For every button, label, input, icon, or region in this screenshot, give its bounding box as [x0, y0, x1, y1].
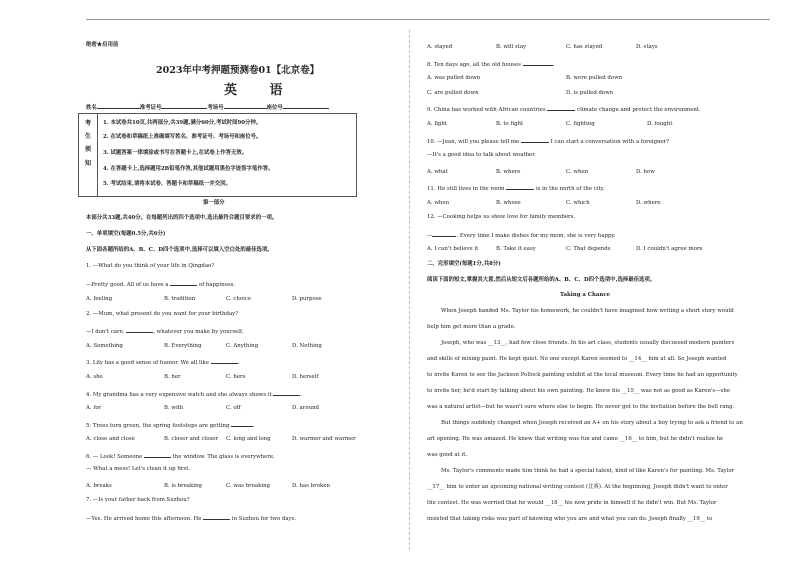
secret-label: 绝密★启用前: [86, 42, 119, 48]
section1-instruction: 从下面各题所给的A、B、C、D四个选项中,选择可以填入空白处的最佳选项。: [86, 247, 273, 253]
question-stem: 1. —What do you think of your life in Qingdao?: [86, 263, 215, 269]
notice-side-char: 生: [84, 133, 92, 141]
option-d[interactable]: D. around: [292, 405, 319, 411]
question-line: —I don't care. , whatever you make by yourself.: [86, 329, 244, 335]
option-c[interactable]: C. fighting: [566, 121, 595, 127]
option-b[interactable]: B. Everything: [164, 343, 202, 349]
option-a[interactable]: A. for: [86, 405, 102, 411]
option-b[interactable]: B. Take it easy: [496, 246, 536, 252]
question-line: 8. Ten days ago, all the old houses .: [427, 62, 555, 68]
option-b[interactable]: B. is breaking: [164, 483, 202, 489]
option-a[interactable]: A. I can't believe it: [427, 246, 479, 252]
option-d[interactable]: D. herself: [292, 374, 319, 380]
option-a[interactable]: A. stayed: [427, 44, 453, 50]
option-a[interactable]: A. breaks: [86, 483, 112, 489]
option-d[interactable]: D. has broken: [292, 483, 330, 489]
question-reply: — What a mess! Let's clean it up first.: [86, 466, 191, 472]
passage-line: art opening. He was amazed. He knew that writing was fun and came __16__ to him, but he didn't realize he: [427, 436, 724, 442]
option-a[interactable]: A. she: [86, 374, 103, 380]
passage-line: insisted that taking risks was part of knowing who you are and what you can do. Joseph finally __19__ to: [427, 516, 713, 522]
option-d[interactable]: D. warmer and warmer: [292, 436, 356, 442]
info-line: [86, 103, 329, 111]
option-b[interactable]: B. her: [164, 374, 181, 380]
option-b[interactable]: B. where: [496, 169, 521, 175]
notice-item: 5. 考试结束,请将本试卷、答题卡和草稿纸一并交回。: [103, 181, 231, 187]
passage-line: to invite Karen to see the Jackson Pollock painting exhibit at the local museum. Every time he had an opportunity: [427, 372, 738, 378]
question-line: —Yes. He arrived home this afternoon. He in Suzhou for two days.: [86, 516, 297, 522]
question-line: 5. Trees turn green, the spring footsteps are getting .: [86, 423, 255, 429]
passage-line: __17__ him to enter an upcoming national writing contest (比赛). At the beginning, Joseph didn't want to enter: [427, 484, 728, 490]
option-a[interactable]: A. feeling: [86, 296, 113, 302]
seat-label: 座位号: [266, 105, 283, 111]
section2-instruction: 阅读下面的短文,掌握其大意,然后从短文后各题所给的A、B、C、D四个选项中,选择最佳选项。: [427, 277, 656, 283]
passage-line: to invite her, he'd start by talking about his own painting. He knew his __15__ was not as good as Karen's—she: [427, 388, 731, 394]
name-label: 姓名: [86, 105, 97, 111]
option-b[interactable]: B. will stay: [496, 44, 527, 50]
room-label: 考场号: [207, 105, 224, 111]
notice-side-char: 考: [84, 120, 92, 127]
question-stem: 2. —Mum, what present do you want for your birthday?: [86, 311, 239, 317]
question-line: 6. — Look! Someone the window. The glass is everywhere.: [86, 454, 275, 460]
option-c[interactable]: C. Anything: [226, 343, 259, 349]
option-b[interactable]: B. to fight: [496, 121, 524, 127]
passage-line: Ms. Taylor's comments made him think he had a special talent, kind of like Karen's for painting. Ms. Taylor: [441, 468, 735, 474]
option-c[interactable]: C. long and long: [226, 436, 271, 442]
option-b[interactable]: B. whose: [496, 200, 521, 206]
question-line: 11. He still lives in the room is in the north of the city.: [427, 186, 605, 192]
option-c[interactable]: C. That depends: [566, 246, 611, 252]
question-line: —Pretty good. All of us have a of happiness.: [86, 282, 236, 288]
notice-item: 2. 在试卷和草稿纸上准确填写姓名、准考证号、考场号和座位号。: [103, 134, 262, 140]
option-a[interactable]: A. Something: [86, 343, 123, 349]
question-line: 3. Lily has a good sense of humor. We all like .: [86, 360, 240, 366]
option-b[interactable]: B. closer and closer: [164, 436, 218, 442]
option-a[interactable]: A. was pulled down: [427, 75, 481, 81]
notice-item: 4. 在答题卡上,选择题用2B铅笔作答,其他试题用黑色字迹签字笔作答。: [103, 166, 274, 172]
question-stem: 7. —Is your father back from Suzhou?: [86, 497, 190, 503]
fold-line: [409, 30, 411, 550]
option-c[interactable]: C. are pulled down: [427, 90, 479, 96]
option-b[interactable]: B. with: [164, 405, 184, 411]
page-title: 2023年中考押题预测卷01【北京卷】: [156, 65, 320, 76]
option-d[interactable]: D. stays: [636, 44, 658, 50]
notice-item: 1. 本试卷共10页,共两部分,共39题,满分60分,考试时间90分钟。: [103, 120, 262, 126]
option-c[interactable]: C. was breaking: [226, 483, 271, 489]
option-d[interactable]: D. I couldn't agree more: [636, 246, 703, 252]
part-intro: 本部分共33题,共40分。在每题列出的四个选项中,选出最符合题目要求的一项。: [86, 215, 278, 221]
option-d[interactable]: D. is pulled down: [566, 90, 614, 96]
option-d[interactable]: D. where: [636, 200, 661, 206]
passage-line: Joseph, who was __13__, had few close friends. In his art class, students usually discussed modern painters: [441, 340, 735, 346]
option-d[interactable]: D. purpose: [292, 296, 322, 302]
option-d[interactable]: D. Nothing: [292, 343, 322, 349]
passage-line: But things suddenly changed when Joseph received an A+ on his story about a boy trying to ask a friend to an: [441, 420, 743, 426]
question-reply: —It's a good idea to talk about weather.: [427, 152, 536, 158]
option-c[interactable]: C. which: [566, 200, 590, 206]
option-c[interactable]: C. hers: [226, 374, 246, 380]
passage-line: When Joseph handed Ms. Taylor his homework, he couldn't have imagined how writing a short story would: [441, 308, 734, 314]
option-a[interactable]: A. close and close: [86, 436, 135, 442]
question-line: — . Every time I make dishes for my mom, she is very happy.: [427, 233, 616, 239]
passage-line: the contest. He was worried that he would __18__ his new pride in himself if he didn't win. But Ms. Taylor: [427, 500, 717, 506]
option-a[interactable]: A. what: [427, 169, 448, 175]
option-c[interactable]: C. when: [566, 169, 589, 175]
option-c[interactable]: C. off: [226, 405, 241, 411]
question-line: 4. My grandma has a very expensive watch and she always shows it .: [86, 392, 303, 398]
passage-line: was a natural artist—but he wasn't sure where else to begin. He never got to the invitation before the bell rang.: [427, 404, 735, 410]
passage-line: was good at it.: [427, 452, 468, 458]
notice-side: [79, 114, 98, 196]
option-c[interactable]: C. has stayed: [566, 44, 603, 50]
option-a[interactable]: A. when: [427, 200, 450, 206]
option-c[interactable]: C. choice: [226, 296, 252, 302]
section2-title: 二、完形填空(每题1分,共8分): [427, 261, 501, 267]
option-b[interactable]: B. were pulled down: [566, 75, 623, 81]
section1-title: 一、单项填空(每题0.5分,共6分): [86, 231, 166, 237]
notice-side-char: 知: [84, 159, 92, 167]
subject-title: 英 语: [224, 83, 297, 98]
question-line: 10. —Jean, will you please tell me I can start a conversation with a foreigner?: [427, 139, 670, 145]
passage-title: Taking a Chance: [560, 292, 611, 298]
passage-line: help him get more than a grade.: [427, 324, 516, 330]
passage-line: and skills of mixing paint. He kept quiet. No one except Karen seemed to __14__ him at all. So Joseph wanted: [427, 356, 727, 362]
notice-box: [78, 113, 357, 197]
part-heading: 第一部分: [203, 200, 225, 206]
question-line: 9. China has worked with African countries climate change and protect the environment.: [427, 107, 701, 113]
question-stem: 12. —Cooking helps us show love for family members.: [427, 214, 576, 220]
option-b[interactable]: B. tradition: [164, 296, 196, 302]
option-d[interactable]: D. fought: [647, 121, 673, 127]
notice-side-char: 须: [84, 146, 92, 154]
option-a[interactable]: A. fight: [427, 121, 448, 127]
option-d[interactable]: D. how: [636, 169, 655, 175]
exam-id-label: 准考证号: [139, 105, 162, 111]
notice-item: 3. 试题答案一律填涂或书写在答题卡上,在试卷上作答无效。: [103, 150, 248, 156]
top-rule: [86, 19, 770, 20]
